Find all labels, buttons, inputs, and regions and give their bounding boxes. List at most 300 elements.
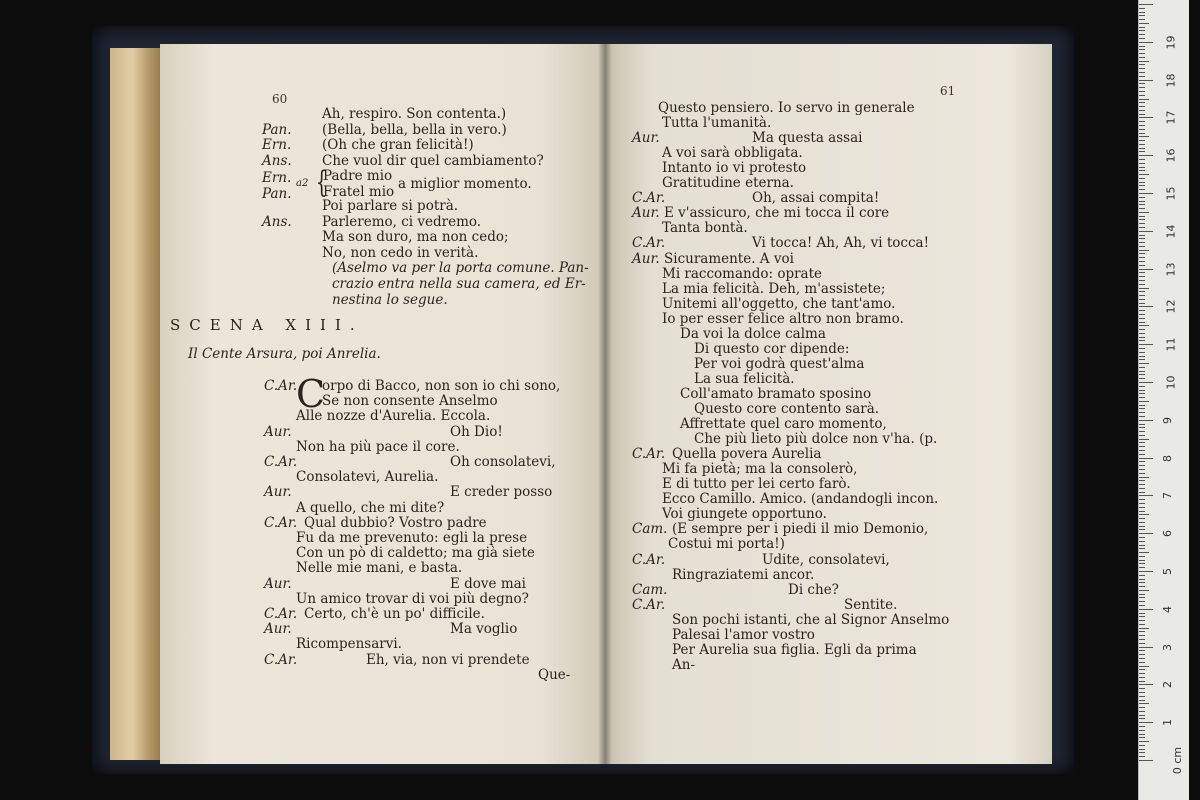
- ruler-number: 6: [1161, 530, 1174, 538]
- left-a-line-speaker: Ern.: [262, 137, 292, 153]
- ruler-tick: [1139, 537, 1145, 538]
- ruler-tick: [1139, 197, 1145, 198]
- ruler-tick: [1139, 4, 1153, 5]
- right-text: Oh, assai compita!: [752, 190, 880, 207]
- right-text: Palesai l'amor vostro: [672, 626, 815, 643]
- ruler-tick: [1139, 722, 1153, 723]
- ruler-tick: [1139, 30, 1145, 31]
- left-c-speaker: C.Ar.: [264, 606, 298, 622]
- left-c-speaker: C.Ar.: [264, 651, 298, 668]
- ruler-tick: [1139, 692, 1145, 693]
- scene-subtitle: Il Cente Arsura, poi Anrelia.: [188, 346, 381, 362]
- ruler-tick: [1139, 182, 1145, 183]
- ruler-tick: [1139, 684, 1153, 685]
- ruler-tick: [1139, 329, 1145, 330]
- ruler-tick: [1139, 461, 1145, 462]
- ruler-tick: [1139, 295, 1145, 296]
- ruler-tick: [1139, 242, 1145, 243]
- ruler-tick: [1139, 280, 1145, 281]
- ruler-tick: [1139, 167, 1145, 168]
- right-text: An-: [672, 656, 696, 673]
- ruler-number: 10: [1164, 375, 1178, 390]
- ruler-tick: [1139, 643, 1145, 644]
- ruler-tick: [1139, 609, 1153, 610]
- duet-speaker2: Pan.: [262, 186, 292, 202]
- ruler-tick: [1139, 526, 1145, 527]
- scene-title: SCENA XIII.: [170, 316, 364, 334]
- ruler-tick: [1139, 178, 1145, 179]
- right-text: Ringraziatemi ancor.: [672, 566, 815, 583]
- ruler-tick: [1139, 669, 1145, 670]
- ruler-tick: [1139, 560, 1145, 561]
- ruler-tick: [1139, 117, 1153, 118]
- ruler-tick: [1139, 212, 1149, 213]
- ruler-tick: [1139, 718, 1145, 719]
- ruler-number: 15: [1164, 186, 1178, 201]
- ruler-tick: [1139, 507, 1145, 508]
- ruler-tick: [1139, 730, 1145, 731]
- page-number-right: 61: [940, 84, 956, 98]
- ruler-tick: [1139, 756, 1145, 757]
- right-speaker: Cam.: [632, 521, 668, 538]
- ruler-tick: [1139, 658, 1145, 659]
- left-c-speaker: C.Ar.: [264, 514, 298, 531]
- ruler-tick: [1139, 322, 1145, 323]
- ruler-tick: [1139, 374, 1145, 375]
- left-a-line-speaker: Pan.: [262, 121, 292, 138]
- ruler-tick: [1139, 219, 1145, 220]
- ruler-tick: [1139, 72, 1145, 73]
- ruler-tick: [1139, 639, 1145, 640]
- ruler-tick: [1139, 337, 1145, 338]
- ruler-tick: [1139, 386, 1145, 387]
- ruler-tick: [1139, 582, 1145, 583]
- ruler-number: 9: [1161, 416, 1174, 424]
- left-a-line-speaker: Ans.: [262, 152, 292, 169]
- left-c-text: Se non consente Anselmo: [322, 393, 498, 410]
- right-text: Da voi la dolce calma: [680, 325, 826, 342]
- ruler-tick: [1139, 121, 1145, 122]
- duet-shared: a miglior momento.: [398, 176, 532, 192]
- left-a-line-text: (Oh che gran felicità!): [322, 137, 474, 153]
- duet-line1: Padre mio: [323, 168, 393, 184]
- right-text: Per voi godrà quest'alma: [694, 355, 865, 372]
- right-text: Vi tocca! Ah, Ah, vi tocca!: [752, 235, 929, 252]
- ruler-tick: [1139, 136, 1149, 137]
- ruler-tick: [1139, 575, 1145, 576]
- ruler-tick: [1139, 533, 1153, 534]
- right-text: Mi raccomando: oprate: [662, 265, 823, 282]
- ruler-tick: [1139, 303, 1145, 304]
- duet-speaker1: Ern.: [262, 170, 292, 186]
- ruler-tick: [1139, 359, 1145, 360]
- ruler-number: 8: [1161, 454, 1174, 462]
- left-c-text: Que-: [538, 666, 571, 683]
- ruler-tick: [1139, 734, 1145, 735]
- right-text: Affrettate quel caro momento,: [680, 416, 887, 433]
- left-c-text: Consolatevi, Aurelia.: [296, 469, 439, 486]
- right-speaker: C.Ar.: [632, 446, 666, 463]
- ruler-tick: [1139, 189, 1145, 190]
- left-c-text: Certo, ch'è un po' difficile.: [304, 606, 485, 622]
- ruler-tick: [1139, 125, 1145, 126]
- ruler-tick: [1139, 333, 1145, 334]
- ruler-tick: [1139, 650, 1145, 651]
- ruler-tick: [1139, 382, 1153, 383]
- ruler-tick: [1139, 446, 1145, 447]
- ruler-tick: [1139, 571, 1153, 572]
- ruler-number: 7: [1161, 492, 1174, 500]
- ruler-tick: [1139, 231, 1153, 232]
- ruler-number: 4: [1161, 605, 1174, 613]
- ruler-tick: [1139, 235, 1145, 236]
- right-text: Intanto io vi protesto: [662, 160, 807, 177]
- right-speaker: C.Ar.: [632, 190, 666, 207]
- ruler-tick: [1139, 318, 1145, 319]
- right-text: Voi giungete opportuno.: [662, 506, 827, 523]
- ruler-tick: [1139, 469, 1145, 470]
- left-a-line-text: Ah, respiro. Son contenta.): [322, 106, 507, 122]
- ruler-tick: [1139, 80, 1153, 81]
- left-c-text: E creder posso: [450, 484, 553, 501]
- ruler-tick: [1139, 204, 1145, 205]
- ruler-tick: [1139, 408, 1145, 409]
- drop-cap: C: [296, 372, 326, 416]
- ruler-tick: [1139, 620, 1145, 621]
- ruler-tick: [1139, 458, 1153, 459]
- ruler-tick: [1139, 420, 1153, 421]
- ruler-tick: [1139, 227, 1145, 228]
- ruler-tick: [1139, 760, 1153, 761]
- right-text: Sicuramente. A voi: [664, 250, 794, 267]
- ruler-tick: [1139, 49, 1145, 50]
- right-text: La sua felicità.: [694, 370, 795, 387]
- right-text: Questo core contento sarà.: [694, 401, 880, 417]
- ruler-tick: [1139, 23, 1149, 24]
- ruler-tick: [1139, 545, 1145, 546]
- ruler-tick: [1139, 597, 1145, 598]
- right-speaker: C.Ar.: [632, 235, 666, 252]
- ruler-tick: [1139, 393, 1145, 394]
- left-c-text: Non ha più pace il core.: [296, 438, 460, 455]
- ruler-number: 18: [1164, 73, 1178, 88]
- ruler-tick: [1139, 563, 1145, 564]
- left-c-text: Fu da me prevenuto: egli la prese: [296, 530, 528, 546]
- ruler-number: 11: [1164, 337, 1178, 352]
- ruler-tick: [1139, 276, 1145, 277]
- ruler-tick: [1139, 352, 1145, 353]
- ruler-tick: [1139, 87, 1145, 88]
- page-number-left: 60: [272, 92, 288, 106]
- ruler-tick: [1139, 201, 1145, 202]
- ruler-tick: [1139, 503, 1145, 504]
- ruler-tick: [1139, 246, 1145, 247]
- left-c-text: orpo di Bacco, non son io chi sono,: [322, 378, 561, 394]
- left-c-speaker: C.Ar.: [264, 454, 298, 470]
- ruler-tick: [1139, 752, 1145, 753]
- right-text: Per Aurelia sua figlia. Egli da prima: [672, 641, 917, 658]
- ruler-tick: [1139, 594, 1145, 595]
- ruler-tick: [1139, 155, 1153, 156]
- ruler-tick: [1139, 662, 1145, 663]
- ruler-tick: [1139, 654, 1145, 655]
- ruler-tick: [1139, 431, 1145, 432]
- duet-mark: a2: [296, 178, 309, 189]
- right-text: Tutta l'umanità.: [662, 115, 772, 132]
- right-text: Sentite.: [844, 596, 898, 613]
- ruler-number: 13: [1164, 262, 1178, 277]
- ruler-tick: [1139, 552, 1149, 553]
- ruler-number: 1: [1161, 719, 1174, 727]
- right-text: La mia felicità. Deh, m'assistete;: [662, 280, 886, 297]
- right-speaker: Aur.: [632, 250, 660, 267]
- ruler-tick: [1139, 57, 1145, 58]
- ruler-tick: [1139, 144, 1145, 145]
- ruler-tick: [1139, 257, 1145, 258]
- ruler-tick: [1139, 495, 1153, 496]
- ruler-tick: [1139, 340, 1145, 341]
- ruler-tick: [1139, 34, 1145, 35]
- left-c-text: Con un pò di caldetto; ma già siete: [296, 545, 535, 562]
- ruler-tick: [1139, 208, 1145, 209]
- right-text: E di tutto per lei certo farò.: [662, 476, 851, 493]
- ruler-tick: [1139, 371, 1145, 372]
- left-b-line-text: Parleremo, ci vedremo.: [322, 213, 482, 230]
- ruler-tick: [1139, 601, 1145, 602]
- ruler-tick: [1139, 140, 1145, 141]
- ruler-tick: [1139, 647, 1153, 648]
- ruler-tick: [1139, 272, 1145, 273]
- ruler-tick: [1139, 216, 1145, 217]
- right-text: Unitemi all'oggetto, che tant'amo.: [662, 295, 896, 312]
- left-c-text: Nelle mie mani, e basta.: [296, 560, 463, 577]
- ruler-tick: [1139, 99, 1149, 100]
- ruler-tick: [1139, 401, 1149, 402]
- ruler-tick: [1139, 427, 1145, 428]
- right-text: Ecco Camillo. Amico. (andandogli incon.: [662, 491, 939, 508]
- left-c-speaker: C.Ar.: [264, 378, 298, 394]
- right-text: Che più lieto più dolce non v'ha. (p.: [694, 431, 938, 448]
- ruler-tick: [1139, 454, 1145, 455]
- ruler-tick: [1139, 151, 1145, 152]
- ruler-tick: [1139, 106, 1145, 107]
- ruler-tick: [1139, 677, 1145, 678]
- ruler-tick: [1139, 110, 1145, 111]
- ruler-tick: [1139, 707, 1145, 708]
- ruler-tick: [1139, 8, 1145, 9]
- left-c-speaker: Aur.: [264, 484, 292, 501]
- ruler-tick: [1139, 514, 1149, 515]
- left-c-text: Eh, via, non vi prendete: [366, 651, 530, 668]
- ruler-tick: [1139, 605, 1145, 606]
- ruler-tick: [1139, 299, 1145, 300]
- ruler-number: 3: [1161, 643, 1174, 651]
- ruler-tick: [1139, 163, 1145, 164]
- ruler-tick: [1139, 102, 1145, 103]
- page-edges: [110, 48, 166, 760]
- ruler-tick: [1139, 390, 1145, 391]
- right-text: A voi sarà obbligata.: [662, 145, 803, 162]
- ruler-tick: [1139, 76, 1145, 77]
- ruler-tick: [1139, 673, 1145, 674]
- ruler-tick: [1139, 133, 1145, 134]
- right-speaker: Aur.: [632, 130, 660, 147]
- ruler-tick: [1139, 46, 1145, 47]
- ruler-tick: [1139, 442, 1145, 443]
- ruler-tick: [1139, 68, 1145, 69]
- ruler-tick: [1139, 38, 1145, 39]
- ruler-tick: [1139, 314, 1145, 315]
- ruler-tick: [1139, 631, 1145, 632]
- ruler-tick: [1139, 567, 1145, 568]
- ruler-tick: [1139, 688, 1145, 689]
- left-c-text: A quello, che mi dite?: [296, 499, 445, 516]
- ruler-tick: [1139, 378, 1145, 379]
- ruler-tick: [1139, 726, 1145, 727]
- right-text: Udite, consolatevi,: [762, 551, 890, 568]
- ruler-tick: [1139, 397, 1145, 398]
- ruler-tick: [1139, 12, 1145, 13]
- ruler-tick: [1139, 590, 1149, 591]
- left-c-text: Ricompensarvi.: [296, 636, 402, 653]
- ruler-tick: [1139, 737, 1145, 738]
- ruler-tick: [1139, 624, 1145, 625]
- ruler-tick: [1139, 348, 1145, 349]
- right-text: Quella povera Aurelia: [672, 446, 822, 463]
- ruler-tick: [1139, 492, 1145, 493]
- ruler-tick: [1139, 499, 1145, 500]
- ruler-tick: [1139, 253, 1145, 254]
- ruler-number: 2: [1161, 681, 1174, 689]
- right-text: Tanta bontà.: [662, 220, 748, 237]
- stage-direction-1: (Aselmo va per la porta comune. Pan-: [332, 260, 589, 276]
- ruler-tick: [1139, 83, 1145, 84]
- ruler-tick: [1139, 450, 1145, 451]
- ruler-number: 5: [1161, 568, 1174, 575]
- right-speaker: Cam.: [632, 581, 668, 598]
- ruler-tick: [1139, 61, 1149, 62]
- right-text: Son pochi istanti, che al Signor Anselmo: [672, 611, 950, 628]
- ruler-number: 14: [1164, 224, 1178, 239]
- ruler-tick: [1139, 745, 1145, 746]
- right-speaker: C.Ar.: [632, 596, 666, 613]
- right-text: Di che?: [788, 581, 839, 598]
- ruler-tick: [1139, 405, 1145, 406]
- ruler-tick: [1139, 435, 1145, 436]
- right-text: Costui mi porta!): [668, 536, 785, 553]
- ruler-tick: [1139, 666, 1149, 667]
- ruler-tick: [1139, 518, 1145, 519]
- ruler-tick: [1139, 148, 1145, 149]
- ruler-tick: [1139, 64, 1145, 65]
- right-text: Mi fa pietà; ma la consolerò,: [662, 461, 858, 478]
- left-c-text: Ma voglio: [450, 621, 518, 638]
- right-text: Coll'amato bramato sposino: [680, 385, 872, 402]
- ruler-tick: [1139, 412, 1145, 413]
- ruler-tick: [1139, 325, 1149, 326]
- ruler-tick: [1139, 344, 1153, 345]
- ruler-tick: [1139, 586, 1145, 587]
- ruler-tick: [1139, 42, 1153, 43]
- left-c-text: Oh consolatevi,: [450, 454, 556, 470]
- ruler-tick: [1139, 681, 1145, 682]
- left-b-line-text: No, non cedo in verità.: [322, 244, 479, 261]
- ruler-tick: [1139, 261, 1145, 262]
- ruler-tick: [1139, 488, 1145, 489]
- right-text: Ma questa assai: [752, 130, 863, 147]
- ruler-tick: [1139, 613, 1145, 614]
- ruler-tick: [1139, 541, 1145, 542]
- right-text: (E sempre per i piedi il mio Demonio,: [672, 521, 929, 538]
- ruler-number: 17: [1164, 110, 1178, 125]
- ruler-tick: [1139, 15, 1145, 16]
- ruler-tick: [1139, 95, 1145, 96]
- ruler-tick: [1139, 27, 1145, 28]
- ruler-tick: [1139, 439, 1149, 440]
- right-text: Questo pensiero. Io servo in generale: [658, 100, 915, 116]
- ruler-tick: [1139, 711, 1145, 712]
- ruler-tick: [1139, 310, 1145, 311]
- ruler-tick: [1139, 477, 1149, 478]
- ruler-tick: [1139, 288, 1149, 289]
- book-gutter: [598, 44, 612, 764]
- ruler-tick: [1139, 170, 1145, 171]
- ruler-tick: [1139, 696, 1145, 697]
- ruler-tick: [1139, 749, 1145, 750]
- ruler-tick: [1139, 250, 1149, 251]
- ruler-tick: [1139, 556, 1145, 557]
- left-c-text: Un amico trovar di voi più degno?: [296, 590, 529, 607]
- ruler-tick: [1139, 19, 1145, 20]
- ruler-number: 0 cm: [1171, 746, 1185, 775]
- ruler-number: 19: [1164, 35, 1178, 50]
- left-c-speaker: Aur.: [264, 621, 292, 638]
- ruler-tick: [1139, 356, 1145, 357]
- left-a-line-text: (Bella, bella, bella in vero.): [322, 121, 507, 138]
- ruler-tick: [1139, 548, 1145, 549]
- ruler-tick: [1139, 53, 1145, 54]
- ruler-tick: [1139, 291, 1145, 292]
- stage-direction-3: nestina lo segue.: [332, 292, 448, 308]
- left-b-line-text: Poi parlare si potrà.: [322, 198, 459, 214]
- ruler-tick: [1139, 159, 1145, 160]
- right-speaker: Aur.: [632, 205, 660, 222]
- ruler-tick: [1139, 628, 1149, 629]
- ruler-tick: [1139, 703, 1149, 704]
- ruler-tick: [1139, 579, 1145, 580]
- ruler-tick: [1139, 416, 1145, 417]
- ruler-tick: [1139, 193, 1153, 194]
- ruler-tick: [1139, 529, 1145, 530]
- left-c-text: Qual dubbio? Vostro padre: [304, 514, 487, 531]
- right-text: Io per esser felice altro non bramo.: [662, 310, 904, 327]
- ruler-tick: [1139, 269, 1153, 270]
- ruler-tick: [1139, 511, 1145, 512]
- left-c-text: Alle nozze d'Aurelia. Eccola.: [296, 408, 491, 425]
- ruler-tick: [1139, 185, 1145, 186]
- ruler-number: 16: [1164, 148, 1178, 163]
- left-a-line-text: Che vuol dir quel cambiamento?: [322, 152, 544, 169]
- ruler-tick: [1139, 129, 1145, 130]
- left-c-speaker: Aur.: [264, 575, 292, 592]
- left-b-line-speaker: Ans.: [262, 213, 292, 230]
- ruler-tick: [1139, 174, 1149, 175]
- stage-direction-2: crazio entra nella sua camera, ed Er-: [332, 276, 586, 292]
- ruler-tick: [1139, 484, 1145, 485]
- ruler-tick: [1139, 616, 1145, 617]
- ruler-tick: [1139, 424, 1145, 425]
- ruler-tick: [1139, 367, 1145, 368]
